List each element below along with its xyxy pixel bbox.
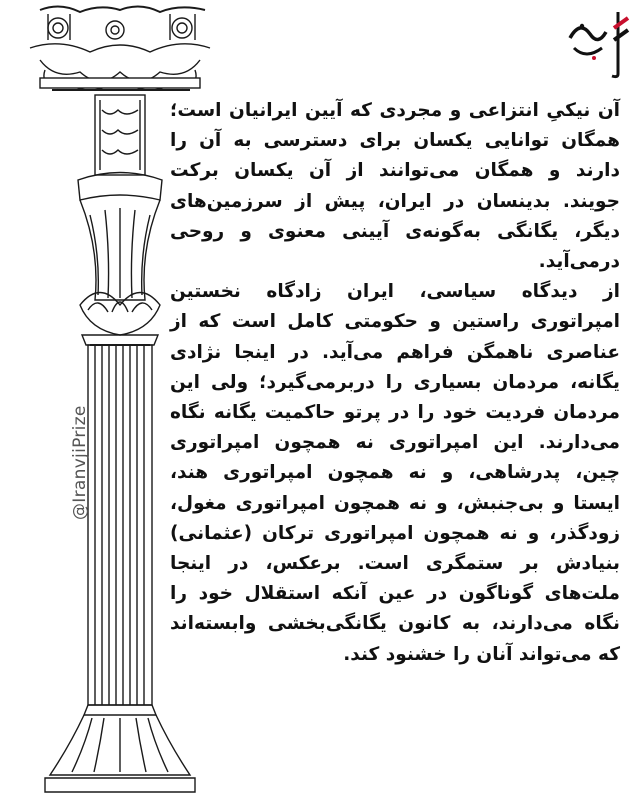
calligraphy-logo-icon xyxy=(562,8,632,80)
article-text xyxy=(170,96,620,670)
social-handle: @IranvjiPrize xyxy=(70,405,90,520)
paragraph-2: از دیدگاه سیاسی، ایران زادگاه نخستین امپراتوری راستین و حکومتی کامل است که از عناصری ناهمگن فراهم می‌آید. در اینجا نژادی یگانه، مردمان بسیاری را دربرمی‌گیرد؛ ولی این مردمان فردیت خود را در پرتو حاکمیت یگانه نگاه می‌دارند. این امپراتوری نه همچون امپراتوری چین، پدرشاهی، و نه همچون امپراتوری هند، ایستا و بی‌جنبش، و نه همچون امپراتوری مغول، زودگذر، و نه همچون امپراتوری ترکان (عثمانی) بنیادش بر ستمگری است. برعکس، در اینجا ملت‌های گوناگون در عین آنکه استقلال خود را نگاه می‌دارند، به کانون یگانگی‌بخشی وابسته‌اند که می‌تواند آنان را خشنود کند. xyxy=(170,281,620,665)
paragraph-1: آن نیکیِ انتزاعی و مجردی که آیین ایرانیان است؛ همگان توانایی یکسان برای دسترسی به آن را دارند و همگان می‌توانند از آن یکسان برکت جویند. بدینسان در ایران، پیش از سرزمین‌های دیگر، یگانگی به‌گونه‌ی آیینی معنوی و روحی درمی‌آید. xyxy=(170,100,620,273)
